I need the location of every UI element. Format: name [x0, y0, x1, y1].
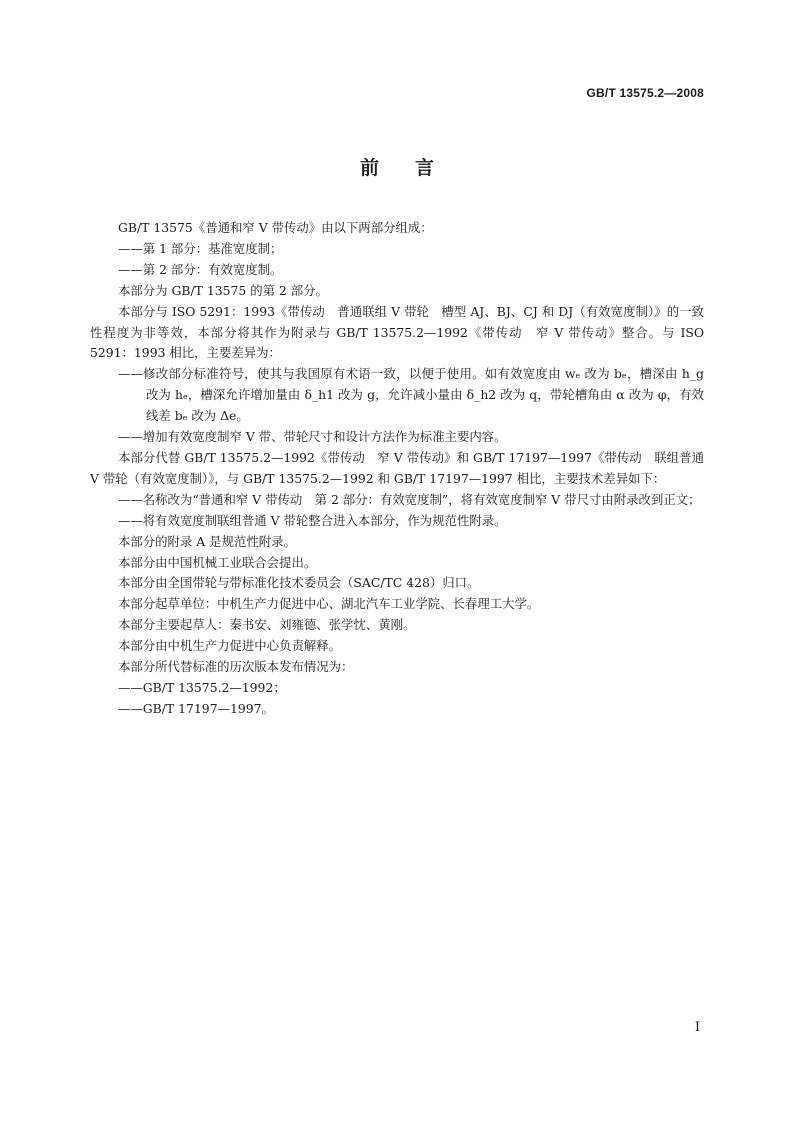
list-item: ——第 2 部分：有效宽度制。 — [118, 261, 283, 277]
page-title: 前言 — [359, 157, 470, 179]
paragraph: 本部分由全国带轮与带标准化技术委员会（SAC/TC 428）归口。 — [118, 575, 480, 591]
paragraph: 本部分主要起草人：秦书安、刘雍德、张学忱、黄刚。 — [118, 617, 416, 633]
paragraph: 本部分与 ISO 5291：1993《带传动 普通联组 V 带轮 槽型 AJ、BJ、CJ 和 DJ（有效宽度制）》的一致性程度为非等效，本部分将其作为附录与 GB/T 13575.2—1992《带传动 窄 V 带传动》整合。与 ISO 5291：1993 相比，主要差异为： — [90, 303, 704, 361]
paragraph: 本部分代替 GB/T 13575.2—1992《带传动 窄 V 带传动》和 GB/T 17197—1997《带传动 联组普通 V 带轮（有效宽度制）》，与 GB/T 13575.2—1992 和 GB/T 17197—1997 相比，主要技术差异如下： — [90, 449, 704, 486]
paragraph: GB/T 13575《普通和窄 V 带传动》由以下两部分组成： — [118, 220, 433, 235]
paragraph: 本部分的附录 A 是规范性附录。 — [118, 533, 296, 549]
list-item: ——第 1 部分：基准宽度制； — [118, 240, 283, 256]
foreword-body — [90, 218, 704, 720]
list-item: ——将有效宽度制联组普通 V 带轮整合进入本部分，作为规范性附录。 — [118, 512, 507, 528]
list-item: ——名称改为“普通和窄 V 带传动 第 2 部分：有效宽度制”，将有效宽度制窄 V 带尺寸由附录改到正文； — [118, 491, 701, 507]
page-number: I — [694, 1020, 700, 1035]
list-item: ——GB/T 13575.2—1992； — [118, 679, 286, 695]
list-item: ——GB/T 17197—1997。 — [118, 700, 274, 716]
paragraph: 本部分为 GB/T 13575 的第 2 部分。 — [118, 282, 328, 298]
paragraph: 本部分由中机生产力促进中心负责解释。 — [118, 638, 342, 654]
list-item: ——增加有效宽度制窄 V 带、带轮尺寸和设计方法作为标准主要内容。 — [118, 429, 507, 445]
list-item: ——修改部分标准符号，使其与我国原有术语一致，以便于使用。如有效宽度由 wₑ 改为 bₑ，槽深由 h_g 改为 hₑ，槽深允许增加量由 δ_h1 改为 g，允许减小量由 δ_h2 改为 q，带轮槽角由 α 改为 φ，有效线差 bₑ 改为 Δe。 — [118, 366, 704, 424]
paragraph: 本部分由中国机械工业联合会提出。 — [118, 554, 317, 570]
paragraph: 本部分所代替标准的历次版本发布情况为： — [118, 659, 354, 675]
paragraph: 本部分起草单位：中机生产力促进中心、湖北汽车工业学院、长春理工大学。 — [118, 596, 540, 612]
standard-number: GB/T 13575.2—2008 — [586, 86, 704, 100]
